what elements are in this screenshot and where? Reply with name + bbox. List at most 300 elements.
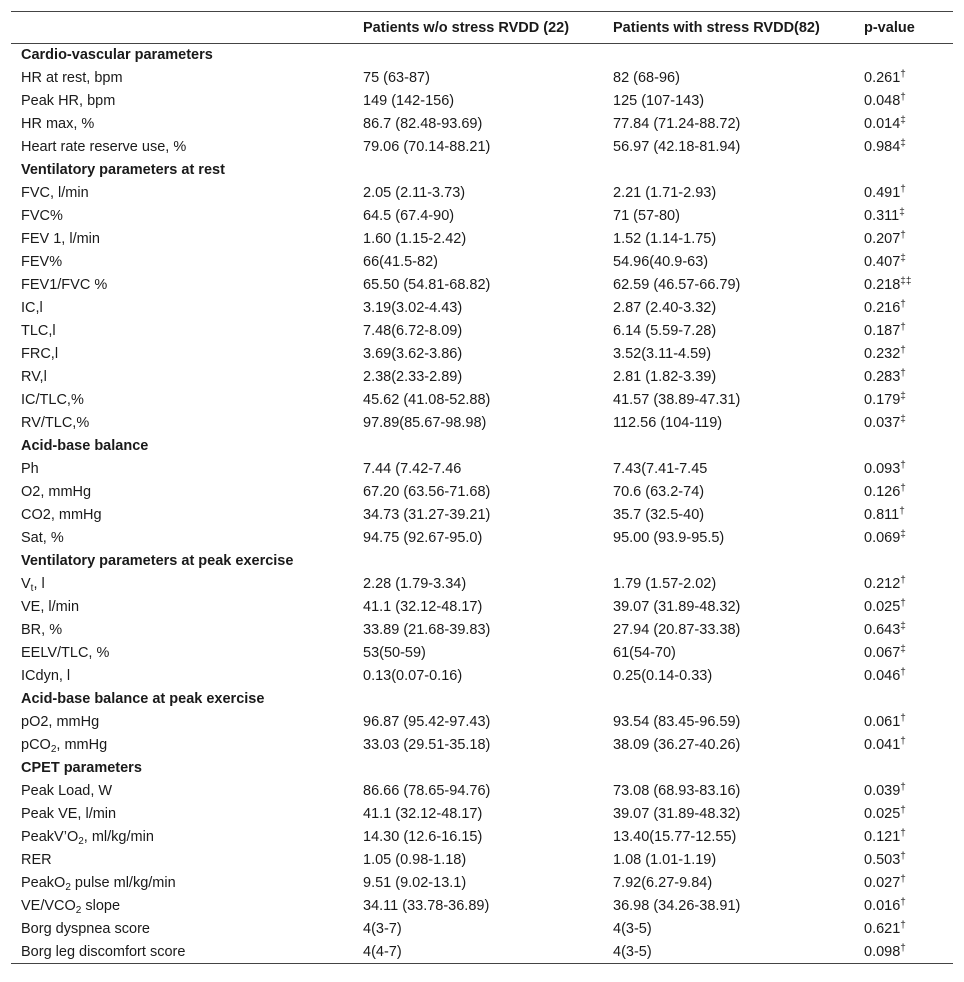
parameter-label: FEV%: [21, 254, 63, 270]
p-value-test-mark: †: [900, 368, 906, 379]
parameter-label: HR at rest, bpm: [21, 70, 123, 86]
table-row: [11, 642, 953, 665]
parameter-subscript: 2: [65, 882, 71, 893]
section-title: Acid-base balance at peak exercise: [21, 691, 265, 707]
value-without-rvdd: 75 (63-87): [363, 70, 430, 86]
value-without-rvdd: 66(41.5-82): [363, 254, 438, 270]
value-without-rvdd: 2.38(2.33-2.89): [363, 369, 463, 385]
parameter-cell: [11, 228, 353, 251]
p-value-test-mark: †: [900, 230, 906, 241]
section-row: [11, 44, 953, 67]
parameter-cell: [11, 251, 353, 274]
table-row: [11, 918, 953, 941]
parameter-label-suffix: , mmHg: [56, 737, 108, 753]
section-row: [11, 159, 953, 182]
p-value: 0.039: [864, 783, 901, 799]
p-value-test-mark: †: [900, 322, 906, 333]
parameter-cell: [11, 780, 353, 803]
value-with-rvdd: 39.07 (31.89-48.32): [613, 806, 741, 822]
parameter-label: Borg dyspnea score: [21, 921, 150, 937]
parameter-cell: [11, 343, 353, 366]
section-title: Ventilatory parameters at peak exercise: [21, 553, 294, 569]
p-value-cell: [854, 297, 953, 320]
p-value: 0.216: [864, 300, 901, 316]
parameter-label: VE, l/min: [21, 599, 80, 615]
parameter-subscript: 2: [78, 836, 84, 847]
parameter-label: Peak Load, W: [21, 783, 113, 799]
parameter-cell: [11, 458, 353, 481]
p-value-cell: [854, 136, 953, 159]
p-value-cell: [854, 274, 953, 297]
parameter-cell: [11, 67, 353, 90]
value-with-rvdd: 35.7 (32.5-40): [613, 507, 705, 523]
value-without-rvdd: 4(4-7): [353, 941, 603, 964]
p-value: 0.643: [864, 622, 901, 638]
p-value: 0.025: [864, 599, 901, 615]
p-value-cell: [854, 918, 953, 941]
p-value-cell: [854, 596, 953, 619]
parameter-cell: [11, 504, 353, 527]
parameter-label: Borg leg discomfort score: [21, 943, 186, 960]
parameter-subscript: t: [30, 583, 34, 594]
parameter-label: pCO: [21, 737, 51, 753]
p-value-test-mark: †: [900, 805, 906, 816]
parameter-cell: [11, 389, 353, 412]
parameter-label: VE/VCO: [21, 898, 76, 914]
value-without-rvdd: 9.51 (9.02-13.1): [363, 875, 467, 891]
p-value: 0.025: [864, 806, 901, 822]
parameter-label: O2, mmHg: [21, 484, 92, 500]
parameter-label: Ph: [21, 461, 39, 477]
p-value-test-mark: †: [900, 598, 906, 609]
p-value-cell: [854, 366, 953, 389]
parameter-cell: [11, 826, 353, 849]
table-row: [11, 205, 953, 228]
value-without-rvdd: 41.1 (32.12-48.17): [363, 599, 483, 615]
value-without-rvdd: 64.5 (67.4-90): [363, 208, 455, 224]
value-with-rvdd: 1.79 (1.57-2.02): [613, 576, 717, 592]
table-row: [11, 895, 953, 918]
parameter-cell: [11, 90, 353, 113]
p-value: 0.311: [864, 208, 900, 224]
p-value-test-mark: ‡: [900, 138, 906, 149]
p-value-test-mark: ‡: [900, 391, 906, 402]
p-value-test-mark: †: [900, 460, 906, 471]
p-value-test-mark: †: [900, 736, 906, 747]
section-title: CPET parameters: [21, 760, 142, 776]
parameter-cell: [11, 412, 353, 435]
table-row: [11, 389, 953, 412]
table-row: [11, 504, 953, 527]
p-value-cell: [854, 941, 953, 964]
table-row: [11, 228, 953, 251]
parameter-cell: [11, 481, 353, 504]
parameter-label: PeakO: [21, 875, 66, 891]
p-value-cell: [854, 665, 953, 688]
table-row: [11, 527, 953, 550]
value-without-rvdd: 2.05 (2.11-3.73): [363, 185, 466, 201]
parameter-cell: [11, 320, 353, 343]
p-value: 0.046: [864, 668, 901, 684]
p-value-cell: [854, 90, 953, 113]
p-value: 0.811: [864, 507, 900, 523]
parameter-cell: [11, 918, 353, 941]
value-without-rvdd: 45.62 (41.08-52.88): [363, 392, 491, 408]
p-value: 0.212: [864, 576, 901, 592]
p-value: 0.121: [864, 829, 901, 845]
parameter-cell: [11, 642, 353, 665]
table-row: [11, 182, 953, 205]
parameter-label: RV/TLC,%: [21, 415, 90, 431]
p-value: 0.098: [864, 943, 901, 960]
table-row: [11, 711, 953, 734]
p-value-cell: [854, 182, 953, 205]
value-with-rvdd: 125 (107-143): [613, 93, 705, 109]
p-value-cell: [854, 803, 953, 826]
table-row: [11, 780, 953, 803]
table-row: [11, 826, 953, 849]
p-value-test-mark: †: [900, 92, 906, 103]
value-without-rvdd: 4(3-7): [363, 921, 402, 937]
header-p-value: p-value: [854, 12, 953, 44]
p-value-cell: [854, 573, 953, 596]
parameter-label: RV,l: [21, 369, 47, 385]
p-value-test-mark: †: [900, 897, 906, 908]
value-with-rvdd: 2.87 (2.40-3.32): [613, 300, 717, 316]
p-value-test-mark: †: [900, 345, 906, 356]
value-with-rvdd: 1.52 (1.14-1.75): [613, 231, 717, 247]
parameter-cell: [11, 941, 353, 964]
value-with-rvdd: 3.52(3.11-4.59): [613, 346, 712, 362]
p-value: 0.014: [864, 116, 901, 132]
parameter-label: V: [21, 576, 31, 592]
value-with-rvdd: 112.56 (104-119): [613, 415, 723, 431]
parameter-cell: [11, 849, 353, 872]
table-row: [11, 343, 953, 366]
parameter-cell: [11, 803, 353, 826]
p-value: 0.037: [864, 415, 901, 431]
parameter-cell: [11, 297, 353, 320]
value-with-rvdd: 7.43(7.41-7.45: [613, 461, 708, 477]
parameter-label-suffix: , l: [33, 576, 45, 592]
p-value: 0.027: [864, 875, 901, 891]
value-without-rvdd: 1.60 (1.15-2.42): [363, 231, 467, 247]
parameter-label-suffix: pulse ml/kg/min: [70, 875, 176, 891]
value-with-rvdd: 13.40(15.77-12.55): [613, 829, 737, 845]
table-row: [11, 573, 953, 596]
p-value-cell: [854, 734, 953, 757]
p-value-test-mark: †: [900, 713, 906, 724]
parameter-label-suffix: slope: [81, 898, 121, 914]
value-without-rvdd: 67.20 (63.56-71.68): [363, 484, 491, 500]
p-value-test-mark: ‡: [899, 207, 905, 218]
value-without-rvdd: 86.7 (82.48-93.69): [363, 116, 483, 132]
p-value: 0.621: [864, 921, 901, 937]
value-without-rvdd: 0.13(0.07-0.16): [363, 668, 463, 684]
p-value-cell: [854, 320, 953, 343]
value-without-rvdd: 53(50-59): [363, 645, 426, 661]
table-row: [11, 320, 953, 343]
parameter-cell: [11, 366, 353, 389]
value-with-rvdd: 4(3-5): [613, 921, 652, 937]
table-row: [11, 458, 953, 481]
p-value: 0.407: [864, 254, 901, 270]
p-value: 0.061: [864, 714, 901, 730]
p-value-cell: [854, 711, 953, 734]
parameter-cell: [11, 665, 353, 688]
p-value: 0.016: [864, 898, 901, 914]
p-value: 0.041: [864, 737, 901, 753]
p-value-test-mark: †: [899, 506, 905, 517]
p-value: 0.067: [864, 645, 901, 661]
value-without-rvdd: 14.30 (12.6-16.15): [363, 829, 483, 845]
value-with-rvdd: 61(54-70): [613, 645, 676, 661]
section-row: [11, 550, 953, 573]
table-row: [11, 274, 953, 297]
value-with-rvdd: 7.92(6.27-9.84): [613, 875, 713, 891]
p-value-test-mark: †: [900, 299, 906, 310]
table-row: [11, 366, 953, 389]
parameter-label: RER: [21, 852, 52, 868]
parameter-cell: [11, 274, 353, 297]
p-value: 0.207: [864, 231, 901, 247]
p-value: 0.218: [864, 277, 901, 293]
value-without-rvdd: 65.50 (54.81-68.82): [363, 277, 491, 293]
value-without-rvdd: 7.44 (7.42-7.46: [363, 461, 462, 477]
p-value: 0.069: [864, 530, 901, 546]
value-with-rvdd: 4(3-5): [603, 941, 854, 964]
value-with-rvdd: 56.97 (42.18-81.94): [613, 139, 741, 155]
value-without-rvdd: 79.06 (70.14-88.21): [363, 139, 491, 155]
parameter-label: Heart rate reserve use, %: [21, 139, 187, 155]
p-value-cell: [854, 67, 953, 90]
value-with-rvdd: 77.84 (71.24-88.72): [613, 116, 741, 132]
table-row: [11, 665, 953, 688]
p-value-test-mark: ‡: [900, 253, 906, 264]
parameter-subscript: 2: [50, 744, 57, 755]
p-value: 0.048: [864, 93, 901, 109]
value-without-rvdd: 1.05 (0.98-1.18): [363, 852, 467, 868]
p-value-test-mark: †: [900, 483, 906, 494]
value-with-rvdd: 82 (68-96): [613, 70, 680, 86]
p-value: 0.261: [864, 70, 901, 86]
p-value-test-mark: †: [900, 667, 906, 678]
table-row: [11, 481, 953, 504]
p-value-cell: [854, 504, 953, 527]
value-with-rvdd: 71 (57-80): [613, 208, 680, 224]
value-with-rvdd: 27.94 (20.87-33.38): [613, 622, 741, 638]
section-row: [11, 688, 953, 711]
parameter-cell: [11, 895, 353, 918]
p-value-cell: [854, 849, 953, 872]
table-row: [11, 803, 953, 826]
parameter-label: Peak VE, l/min: [21, 806, 117, 822]
p-value-cell: [854, 895, 953, 918]
table-row: [11, 412, 953, 435]
p-value-cell: [854, 826, 953, 849]
parameter-label: FEV1/FVC %: [21, 277, 108, 293]
header-without-rvdd: Patients w/o stress RVDD (22): [353, 12, 603, 44]
parameter-label: FVC, l/min: [21, 185, 89, 201]
section-row: [11, 435, 953, 458]
p-value-cell: [854, 251, 953, 274]
p-value-cell: [854, 642, 953, 665]
header-row: [11, 12, 953, 44]
p-value: 0.232: [864, 346, 901, 362]
parameter-label: IC,l: [21, 300, 43, 316]
parameter-cell: [11, 113, 353, 136]
value-with-rvdd: 2.81 (1.82-3.39): [613, 369, 717, 385]
p-value: 0.093: [864, 461, 901, 477]
value-without-rvdd: 7.48(6.72-8.09): [363, 323, 463, 339]
p-value-test-mark: ‡: [900, 115, 906, 126]
value-with-rvdd: 95.00 (93.9-95.5): [613, 530, 725, 546]
table-row: [11, 113, 953, 136]
value-without-rvdd: 149 (142-156): [363, 93, 455, 109]
section-title: Acid-base balance: [21, 438, 149, 454]
p-value-cell: [854, 228, 953, 251]
parameter-cell: [11, 872, 353, 895]
p-value: 0.503: [864, 852, 901, 868]
table-body: [11, 44, 953, 964]
value-without-rvdd: 34.73 (31.27-39.21): [363, 507, 491, 523]
p-value: 0.283: [864, 369, 901, 385]
value-with-rvdd: 0.25(0.14-0.33): [613, 668, 713, 684]
value-with-rvdd: 2.21 (1.71-2.93): [613, 185, 717, 201]
p-value-cell: [854, 343, 953, 366]
value-without-rvdd: 2.28 (1.79-3.34): [363, 576, 467, 592]
p-value-test-mark: ‡: [900, 621, 906, 632]
p-value-test-mark: ‡: [900, 529, 906, 540]
value-with-rvdd: 93.54 (83.45-96.59): [613, 714, 741, 730]
table-row: [11, 734, 953, 757]
parameter-label: FVC%: [21, 208, 63, 224]
table-row: [11, 596, 953, 619]
p-value-test-mark: †: [900, 69, 906, 80]
parameter-cell: [11, 711, 353, 734]
p-value-test-mark: ‡: [900, 414, 906, 425]
value-with-rvdd: 62.59 (46.57-66.79): [613, 277, 741, 293]
value-without-rvdd: 33.03 (29.51-35.18): [363, 737, 491, 753]
parameter-subscript: 2: [75, 905, 82, 916]
value-without-rvdd: 86.66 (78.65-94.76): [363, 783, 491, 799]
value-without-rvdd: 41.1 (32.12-48.17): [363, 806, 483, 822]
parameter-label: CO2, mmHg: [21, 507, 102, 523]
parameter-cell: [11, 136, 353, 159]
p-value-cell: [854, 412, 953, 435]
value-without-rvdd: 3.19(3.02-4.43): [363, 300, 463, 316]
p-value-cell: [854, 458, 953, 481]
p-value: 0.187: [864, 323, 901, 339]
p-value-test-mark: †: [900, 851, 906, 862]
parameter-label: IC/TLC,%: [21, 392, 84, 408]
parameter-label: PeakV’O: [21, 829, 79, 845]
value-without-rvdd: 33.89 (21.68-39.83): [363, 622, 491, 638]
p-value-test-mark: †: [900, 920, 906, 931]
p-value-cell: [854, 389, 953, 412]
p-value-test-mark: †: [900, 782, 906, 793]
p-value: 0.491: [864, 185, 901, 201]
parameter-label: ICdyn, l: [21, 668, 71, 684]
p-value-test-mark: ‡: [900, 644, 906, 655]
table-row: [11, 67, 953, 90]
header-parameter: [11, 12, 353, 44]
section-title: Ventilatory parameters at rest: [21, 162, 225, 178]
parameter-label: FEV 1, l/min: [21, 231, 100, 247]
p-value-cell: [854, 527, 953, 550]
value-with-rvdd: 39.07 (31.89-48.32): [613, 599, 741, 615]
p-value-cell: [854, 205, 953, 228]
section-row: [11, 757, 953, 780]
parameter-cell: [11, 596, 353, 619]
value-with-rvdd: 70.6 (63.2-74): [613, 484, 705, 500]
p-value: 0.984: [864, 139, 901, 155]
p-value: 0.179: [864, 392, 901, 408]
value-with-rvdd: 1.08 (1.01-1.19): [613, 852, 717, 868]
p-value-test-mark: †: [900, 575, 906, 586]
parameter-label-suffix: , ml/kg/min: [83, 829, 154, 845]
p-value-test-mark: †: [900, 184, 906, 195]
p-value-cell: [854, 872, 953, 895]
value-without-rvdd: 94.75 (92.67-95.0): [363, 530, 483, 546]
parameter-cell: [11, 205, 353, 228]
table-row: [11, 251, 953, 274]
p-value-cell: [854, 619, 953, 642]
table-row: [11, 872, 953, 895]
p-value-test-mark: †: [900, 828, 906, 839]
table-row: [11, 619, 953, 642]
value-with-rvdd: 6.14 (5.59-7.28): [613, 323, 717, 339]
value-with-rvdd: 38.09 (36.27-40.26): [613, 737, 741, 753]
header-with-rvdd: Patients with stress RVDD(82): [603, 12, 854, 44]
parameter-cell: [11, 182, 353, 205]
parameter-label: BR, %: [21, 622, 63, 638]
table-row: [11, 297, 953, 320]
p-value: 0.126: [864, 484, 901, 500]
parameter-label: pO2, mmHg: [21, 714, 100, 730]
table-header: [11, 12, 953, 44]
value-with-rvdd: 41.57 (38.89-47.31): [613, 392, 741, 408]
parameter-cell: [11, 619, 353, 642]
section-title: Cardio-vascular parameters: [21, 47, 213, 64]
parameter-label: Sat, %: [21, 530, 64, 546]
table-row: [11, 849, 953, 872]
data-table-container: [11, 11, 953, 964]
table-row: [11, 90, 953, 113]
p-value-test-mark: †: [900, 874, 906, 885]
value-without-rvdd: 3.69(3.62-3.86): [363, 346, 463, 362]
value-without-rvdd: 96.87 (95.42-97.43): [363, 714, 491, 730]
value-with-rvdd: 54.96(40.9-63): [613, 254, 709, 270]
parameter-cell: [11, 573, 353, 596]
parameter-label: EELV/TLC, %: [21, 645, 110, 661]
value-without-rvdd: 34.11 (33.78-36.89): [363, 898, 490, 914]
parameter-cell: [11, 527, 353, 550]
p-value-test-mark: †: [900, 942, 906, 954]
parameter-label: HR max, %: [21, 116, 95, 132]
p-value-cell: [854, 481, 953, 504]
p-value-test-mark: ‡‡: [900, 276, 912, 287]
value-with-rvdd: 73.08 (68.93-83.16): [613, 783, 741, 799]
value-with-rvdd: 36.98 (34.26-38.91): [613, 898, 741, 914]
parameter-label: Peak HR, bpm: [21, 93, 116, 109]
table-row: [11, 136, 953, 159]
parameter-cell: [11, 734, 353, 757]
parameter-label: FRC,l: [21, 346, 59, 362]
parameter-label: TLC,l: [21, 323, 56, 339]
p-value-cell: [854, 113, 953, 136]
table-row: [11, 941, 953, 964]
